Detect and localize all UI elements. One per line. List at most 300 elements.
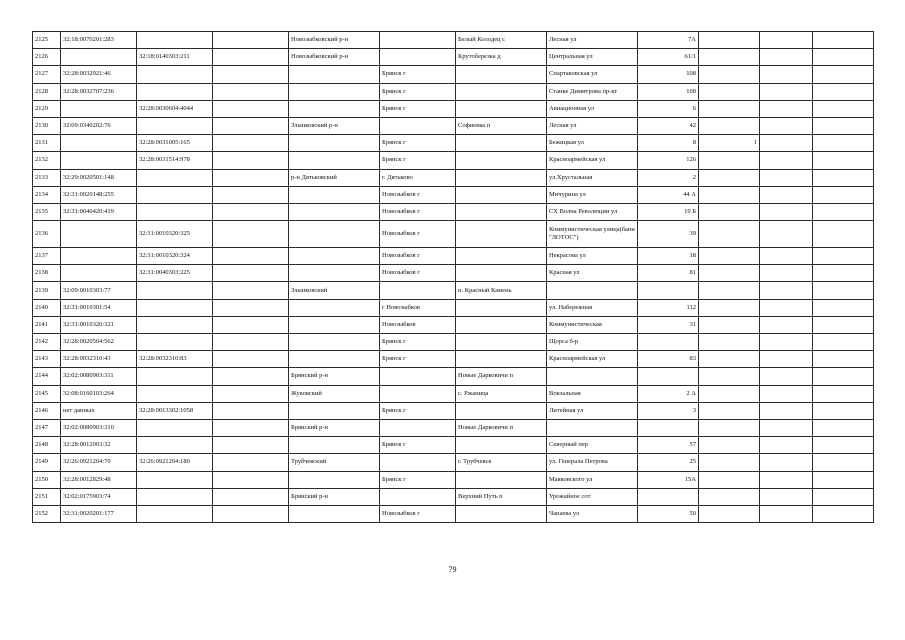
cell-house-number: 39 bbox=[638, 221, 699, 248]
cell-city: Новозыбков г bbox=[380, 203, 456, 220]
cell-notes bbox=[813, 316, 874, 333]
table-row bbox=[33, 135, 874, 152]
cell-district bbox=[289, 505, 380, 522]
cell-cadastral-number-alt bbox=[137, 186, 213, 203]
cell-settlement bbox=[456, 221, 547, 248]
table-row bbox=[33, 265, 874, 282]
cell-house-number: 31 bbox=[638, 316, 699, 333]
cell-street: Щорса б-р bbox=[547, 334, 638, 351]
cell-settlement: г. Трубчевск bbox=[456, 454, 547, 471]
cell-apartment bbox=[760, 66, 813, 83]
cell-apartment bbox=[760, 203, 813, 220]
cell-apartment bbox=[760, 152, 813, 169]
cell-cadastral-number-alt: 32:28:0030604:4044 bbox=[137, 100, 213, 117]
cell-cadastral-number-alt bbox=[137, 66, 213, 83]
cell-cadastral-number-alt bbox=[137, 437, 213, 454]
cell-district bbox=[289, 402, 380, 419]
cell-building-number bbox=[699, 351, 760, 368]
cell-row-number: 2143 bbox=[33, 351, 61, 368]
cell-extra-code bbox=[213, 454, 289, 471]
table-row bbox=[33, 316, 874, 333]
cell-cadastral-number: 32:02:0080903:310 bbox=[61, 419, 137, 436]
cell-extra-code bbox=[213, 419, 289, 436]
cell-cadastral-number-alt bbox=[137, 299, 213, 316]
cell-house-number: 112 bbox=[638, 299, 699, 316]
cell-street: СХ Волна Революции ул bbox=[547, 203, 638, 220]
cell-apartment bbox=[760, 334, 813, 351]
cell-cadastral-number-alt: 32:28:0032310:83 bbox=[137, 351, 213, 368]
cell-district bbox=[289, 186, 380, 203]
cell-building-number bbox=[699, 505, 760, 522]
cell-district: Жуковский bbox=[289, 385, 380, 402]
cell-settlement bbox=[456, 334, 547, 351]
cell-notes bbox=[813, 299, 874, 316]
cell-district: Трубчевский bbox=[289, 454, 380, 471]
cell-city: Новозыбков г bbox=[380, 186, 456, 203]
cell-house-number: 108 bbox=[638, 83, 699, 100]
cell-street: Красноармейская ул bbox=[547, 152, 638, 169]
cell-apartment bbox=[760, 221, 813, 248]
table-row bbox=[33, 402, 874, 419]
cell-settlement: с. Ржаница bbox=[456, 385, 547, 402]
cell-cadastral-number-alt bbox=[137, 203, 213, 220]
cell-street: Лесная ул bbox=[547, 117, 638, 134]
table-row bbox=[33, 282, 874, 299]
cell-extra-code bbox=[213, 117, 289, 134]
cell-apartment bbox=[760, 471, 813, 488]
cell-district bbox=[289, 248, 380, 265]
cell-settlement bbox=[456, 186, 547, 203]
cell-notes bbox=[813, 454, 874, 471]
cell-apartment bbox=[760, 488, 813, 505]
cell-building-number bbox=[699, 100, 760, 117]
cell-row-number: 2134 bbox=[33, 186, 61, 203]
cell-extra-code bbox=[213, 49, 289, 66]
cell-settlement bbox=[456, 316, 547, 333]
cell-row-number: 2125 bbox=[33, 32, 61, 49]
cell-city bbox=[380, 32, 456, 49]
cell-settlement bbox=[456, 265, 547, 282]
cell-house-number: 7А bbox=[638, 32, 699, 49]
cell-row-number: 2138 bbox=[33, 265, 61, 282]
cell-street: Авиационная ул bbox=[547, 100, 638, 117]
cell-settlement: Белый Колодец с bbox=[456, 32, 547, 49]
cell-house-number: 2 bbox=[638, 169, 699, 186]
cell-city bbox=[380, 49, 456, 66]
cell-city: Новозыбков г bbox=[380, 265, 456, 282]
cell-notes bbox=[813, 402, 874, 419]
cell-house-number: 61/1 bbox=[638, 49, 699, 66]
cell-cadastral-number: 32:31:0040420:419 bbox=[61, 203, 137, 220]
table-row bbox=[33, 437, 874, 454]
cell-cadastral-number bbox=[61, 265, 137, 282]
cell-cadastral-number-alt: 32:31:0010320:324 bbox=[137, 248, 213, 265]
cell-settlement bbox=[456, 152, 547, 169]
cell-extra-code bbox=[213, 203, 289, 220]
cell-building-number bbox=[699, 368, 760, 385]
table-row bbox=[33, 488, 874, 505]
cell-cadastral-number-alt bbox=[137, 334, 213, 351]
cell-settlement bbox=[456, 351, 547, 368]
cell-extra-code bbox=[213, 316, 289, 333]
cell-street: Центральная ул bbox=[547, 49, 638, 66]
cell-cadastral-number: 32:28:0032921:46 bbox=[61, 66, 137, 83]
cell-extra-code bbox=[213, 334, 289, 351]
cell-city: Брянск г bbox=[380, 471, 456, 488]
cell-row-number: 2131 bbox=[33, 135, 61, 152]
table-row bbox=[33, 152, 874, 169]
cell-district bbox=[289, 437, 380, 454]
cell-settlement: Новые Дарковичи п bbox=[456, 368, 547, 385]
cell-notes bbox=[813, 248, 874, 265]
cell-apartment bbox=[760, 100, 813, 117]
cell-building-number bbox=[699, 186, 760, 203]
cell-notes bbox=[813, 505, 874, 522]
cell-city: Брянск г bbox=[380, 152, 456, 169]
cell-cadastral-number bbox=[61, 221, 137, 248]
cell-district: Новозыбковский р-н bbox=[289, 49, 380, 66]
table-row bbox=[33, 117, 874, 134]
cell-extra-code bbox=[213, 100, 289, 117]
registry-table-body bbox=[33, 32, 874, 523]
cell-district: Брянский р-н bbox=[289, 368, 380, 385]
cell-house-number: 126 bbox=[638, 152, 699, 169]
cell-row-number: 2128 bbox=[33, 83, 61, 100]
cell-settlement: Крутоберезка д bbox=[456, 49, 547, 66]
cell-street: Красноармейская ул bbox=[547, 351, 638, 368]
cell-city: Брянск г bbox=[380, 135, 456, 152]
cell-cadastral-number: 32:28:0020504:562 bbox=[61, 334, 137, 351]
cell-row-number: 2151 bbox=[33, 488, 61, 505]
table-row bbox=[33, 83, 874, 100]
cell-city: Новозыбков г bbox=[380, 221, 456, 248]
table-row bbox=[33, 66, 874, 83]
cell-city: Брянск г bbox=[380, 66, 456, 83]
cell-row-number: 2142 bbox=[33, 334, 61, 351]
cell-cadastral-number: 32:08:0160103:264 bbox=[61, 385, 137, 402]
cell-district: р-н Дятьковский bbox=[289, 169, 380, 186]
cell-city: Брянск г bbox=[380, 351, 456, 368]
cell-extra-code bbox=[213, 186, 289, 203]
table-row bbox=[33, 100, 874, 117]
cell-district bbox=[289, 334, 380, 351]
cell-building-number bbox=[699, 454, 760, 471]
cell-settlement bbox=[456, 203, 547, 220]
cell-street: ул. Набережная bbox=[547, 299, 638, 316]
cell-building-number bbox=[699, 282, 760, 299]
cell-row-number: 2135 bbox=[33, 203, 61, 220]
cell-notes bbox=[813, 169, 874, 186]
cell-street: Урожайное сот bbox=[547, 488, 638, 505]
cell-street bbox=[547, 368, 638, 385]
cell-apartment bbox=[760, 385, 813, 402]
cell-extra-code bbox=[213, 152, 289, 169]
cell-apartment bbox=[760, 248, 813, 265]
cell-building-number bbox=[699, 402, 760, 419]
cell-settlement bbox=[456, 505, 547, 522]
cell-building-number bbox=[699, 334, 760, 351]
cell-district bbox=[289, 66, 380, 83]
cell-settlement: Новые Дарковичи п bbox=[456, 419, 547, 436]
cell-row-number: 2150 bbox=[33, 471, 61, 488]
cell-cadastral-number: 32:09:0010303:77 bbox=[61, 282, 137, 299]
cell-cadastral-number-alt: 32:28:0031514:978 bbox=[137, 152, 213, 169]
cell-cadastral-number: 32:31:0010301:54 bbox=[61, 299, 137, 316]
cell-settlement bbox=[456, 100, 547, 117]
cell-street: Коммунистическая улица(бани "ЛОТОС") bbox=[547, 221, 638, 248]
cell-building-number bbox=[699, 117, 760, 134]
table-row bbox=[33, 505, 874, 522]
cell-building-number bbox=[699, 419, 760, 436]
cell-notes bbox=[813, 488, 874, 505]
cell-cadastral-number: 32:28:0032310:43 bbox=[61, 351, 137, 368]
cell-district bbox=[289, 100, 380, 117]
cell-extra-code bbox=[213, 437, 289, 454]
cell-settlement bbox=[456, 299, 547, 316]
cell-row-number: 2144 bbox=[33, 368, 61, 385]
cell-apartment bbox=[760, 454, 813, 471]
table-row bbox=[33, 351, 874, 368]
cell-notes bbox=[813, 351, 874, 368]
cell-apartment bbox=[760, 351, 813, 368]
cell-city bbox=[380, 385, 456, 402]
cell-building-number bbox=[699, 152, 760, 169]
cell-settlement: Верхний Путь п bbox=[456, 488, 547, 505]
cell-house-number: 50 bbox=[638, 505, 699, 522]
cell-street: Некрасова ул bbox=[547, 248, 638, 265]
cell-building-number bbox=[699, 488, 760, 505]
table-row bbox=[33, 32, 874, 49]
cell-cadastral-number: 32:28:0012829:48 bbox=[61, 471, 137, 488]
cell-cadastral-number-alt bbox=[137, 169, 213, 186]
cell-apartment bbox=[760, 49, 813, 66]
cell-cadastral-number-alt bbox=[137, 471, 213, 488]
cell-extra-code bbox=[213, 282, 289, 299]
cell-city: г Новозыбков bbox=[380, 299, 456, 316]
cell-house-number: 42 bbox=[638, 117, 699, 134]
cell-cadastral-number bbox=[61, 152, 137, 169]
cell-extra-code bbox=[213, 32, 289, 49]
cell-house-number: 81 bbox=[638, 265, 699, 282]
cell-apartment bbox=[760, 402, 813, 419]
cell-cadastral-number-alt bbox=[137, 385, 213, 402]
cell-building-number bbox=[699, 203, 760, 220]
cell-apartment bbox=[760, 265, 813, 282]
cell-row-number: 2126 bbox=[33, 49, 61, 66]
cell-extra-code bbox=[213, 402, 289, 419]
table-row bbox=[33, 186, 874, 203]
cell-extra-code bbox=[213, 83, 289, 100]
cell-building-number bbox=[699, 248, 760, 265]
cell-city: Новозыбков г bbox=[380, 505, 456, 522]
cell-cadastral-number: нет данных bbox=[61, 402, 137, 419]
cell-row-number: 2132 bbox=[33, 152, 61, 169]
cell-notes bbox=[813, 203, 874, 220]
cell-cadastral-number: 32:18:0070201:283 bbox=[61, 32, 137, 49]
cell-row-number: 2136 bbox=[33, 221, 61, 248]
cell-cadastral-number: 32:31:0010320:321 bbox=[61, 316, 137, 333]
cell-street: Вокзальная bbox=[547, 385, 638, 402]
cell-extra-code bbox=[213, 66, 289, 83]
cell-apartment bbox=[760, 135, 813, 152]
cell-city bbox=[380, 454, 456, 471]
cell-cadastral-number: 32:02:0080903:311 bbox=[61, 368, 137, 385]
cell-notes bbox=[813, 368, 874, 385]
cell-cadastral-number-alt bbox=[137, 488, 213, 505]
cell-row-number: 2152 bbox=[33, 505, 61, 522]
cell-cadastral-number-alt bbox=[137, 505, 213, 522]
table-row bbox=[33, 368, 874, 385]
cell-apartment bbox=[760, 368, 813, 385]
cell-settlement: Софиевка п bbox=[456, 117, 547, 134]
cell-house-number: 15А bbox=[638, 471, 699, 488]
cell-street: Лесная ул bbox=[547, 32, 638, 49]
table-row bbox=[33, 334, 874, 351]
cell-street: Литейная ул bbox=[547, 402, 638, 419]
cell-notes bbox=[813, 334, 874, 351]
cell-city bbox=[380, 282, 456, 299]
cell-street: Бежицкая ул bbox=[547, 135, 638, 152]
cell-cadastral-number bbox=[61, 248, 137, 265]
cell-settlement bbox=[456, 471, 547, 488]
cell-extra-code bbox=[213, 351, 289, 368]
cell-house-number bbox=[638, 282, 699, 299]
cell-notes bbox=[813, 385, 874, 402]
cell-street bbox=[547, 282, 638, 299]
cell-apartment bbox=[760, 83, 813, 100]
cell-notes bbox=[813, 49, 874, 66]
cell-house-number: 108 bbox=[638, 66, 699, 83]
cell-house-number: 18 bbox=[638, 248, 699, 265]
cell-row-number: 2147 bbox=[33, 419, 61, 436]
cell-building-number bbox=[699, 437, 760, 454]
table-row bbox=[33, 169, 874, 186]
cell-apartment bbox=[760, 169, 813, 186]
cell-district bbox=[289, 471, 380, 488]
cell-building-number bbox=[699, 316, 760, 333]
cell-cadastral-number-alt bbox=[137, 117, 213, 134]
cell-city: Брянск г bbox=[380, 437, 456, 454]
cell-extra-code bbox=[213, 265, 289, 282]
cell-building-number bbox=[699, 299, 760, 316]
cell-house-number: 44 А bbox=[638, 186, 699, 203]
cell-city bbox=[380, 488, 456, 505]
cell-cadastral-number-alt: 32:31:0040303:225 bbox=[137, 265, 213, 282]
cell-settlement bbox=[456, 135, 547, 152]
cell-row-number: 2146 bbox=[33, 402, 61, 419]
cell-settlement: п. Красный Камень bbox=[456, 282, 547, 299]
cell-extra-code bbox=[213, 368, 289, 385]
cell-city: Брянск г bbox=[380, 402, 456, 419]
cell-district bbox=[289, 221, 380, 248]
cell-extra-code bbox=[213, 471, 289, 488]
cell-row-number: 2127 bbox=[33, 66, 61, 83]
cell-notes bbox=[813, 437, 874, 454]
cell-district bbox=[289, 351, 380, 368]
cell-district bbox=[289, 135, 380, 152]
cell-extra-code bbox=[213, 385, 289, 402]
cell-building-number bbox=[699, 221, 760, 248]
cell-notes bbox=[813, 83, 874, 100]
page-number: 79 bbox=[448, 565, 457, 574]
cell-house-number bbox=[638, 334, 699, 351]
cell-city: Новозыбков г bbox=[380, 248, 456, 265]
cell-notes bbox=[813, 100, 874, 117]
cell-house-number: 6 bbox=[638, 100, 699, 117]
cell-district: Злынковский р-н bbox=[289, 117, 380, 134]
cell-street: ул. Генерала Петрова bbox=[547, 454, 638, 471]
cell-city bbox=[380, 117, 456, 134]
property-registry-table bbox=[32, 31, 874, 523]
cell-extra-code bbox=[213, 488, 289, 505]
cell-apartment bbox=[760, 316, 813, 333]
cell-cadastral-number-alt bbox=[137, 83, 213, 100]
cell-cadastral-number-alt: 32:28:0013302:1058 bbox=[137, 402, 213, 419]
cell-apartment bbox=[760, 437, 813, 454]
cell-street: Мичурина ул bbox=[547, 186, 638, 203]
table-row bbox=[33, 203, 874, 220]
cell-building-number bbox=[699, 32, 760, 49]
cell-building-number bbox=[699, 265, 760, 282]
cell-cadastral-number bbox=[61, 49, 137, 66]
cell-notes bbox=[813, 152, 874, 169]
cell-district bbox=[289, 203, 380, 220]
cell-extra-code bbox=[213, 248, 289, 265]
cell-city: Брянск г bbox=[380, 83, 456, 100]
cell-row-number: 2148 bbox=[33, 437, 61, 454]
cell-apartment bbox=[760, 117, 813, 134]
cell-cadastral-number-alt: 32:26:0921204:180 bbox=[137, 454, 213, 471]
cell-cadastral-number bbox=[61, 100, 137, 117]
cell-city: Брянск г bbox=[380, 334, 456, 351]
cell-row-number: 2137 bbox=[33, 248, 61, 265]
cell-house-number: 3 bbox=[638, 402, 699, 419]
cell-row-number: 2149 bbox=[33, 454, 61, 471]
cell-apartment bbox=[760, 282, 813, 299]
cell-notes bbox=[813, 66, 874, 83]
cell-cadastral-number: 32:26:0921204:70 bbox=[61, 454, 137, 471]
cell-district bbox=[289, 299, 380, 316]
cell-row-number: 2140 bbox=[33, 299, 61, 316]
cell-cadastral-number: 32:29:0020501:148 bbox=[61, 169, 137, 186]
cell-notes bbox=[813, 186, 874, 203]
cell-row-number: 2141 bbox=[33, 316, 61, 333]
cell-cadastral-number: 32:31:0020201:177 bbox=[61, 505, 137, 522]
cell-cadastral-number-alt: 32:18:0140303:211 bbox=[137, 49, 213, 66]
cell-apartment bbox=[760, 419, 813, 436]
cell-city bbox=[380, 419, 456, 436]
cell-apartment bbox=[760, 32, 813, 49]
cell-apartment bbox=[760, 299, 813, 316]
cell-apartment bbox=[760, 186, 813, 203]
table-row bbox=[33, 385, 874, 402]
cell-settlement bbox=[456, 402, 547, 419]
cell-row-number: 2145 bbox=[33, 385, 61, 402]
cell-notes bbox=[813, 117, 874, 134]
cell-cadastral-number bbox=[61, 135, 137, 152]
cell-extra-code bbox=[213, 169, 289, 186]
cell-street: Северный пер bbox=[547, 437, 638, 454]
cell-city: Новозыбков bbox=[380, 316, 456, 333]
cell-district: Брянский р-н bbox=[289, 419, 380, 436]
cell-extra-code bbox=[213, 299, 289, 316]
cell-building-number bbox=[699, 471, 760, 488]
cell-notes bbox=[813, 265, 874, 282]
cell-building-number bbox=[699, 385, 760, 402]
cell-cadastral-number-alt bbox=[137, 282, 213, 299]
cell-cadastral-number: 32:28:0032707:236 bbox=[61, 83, 137, 100]
cell-apartment bbox=[760, 505, 813, 522]
